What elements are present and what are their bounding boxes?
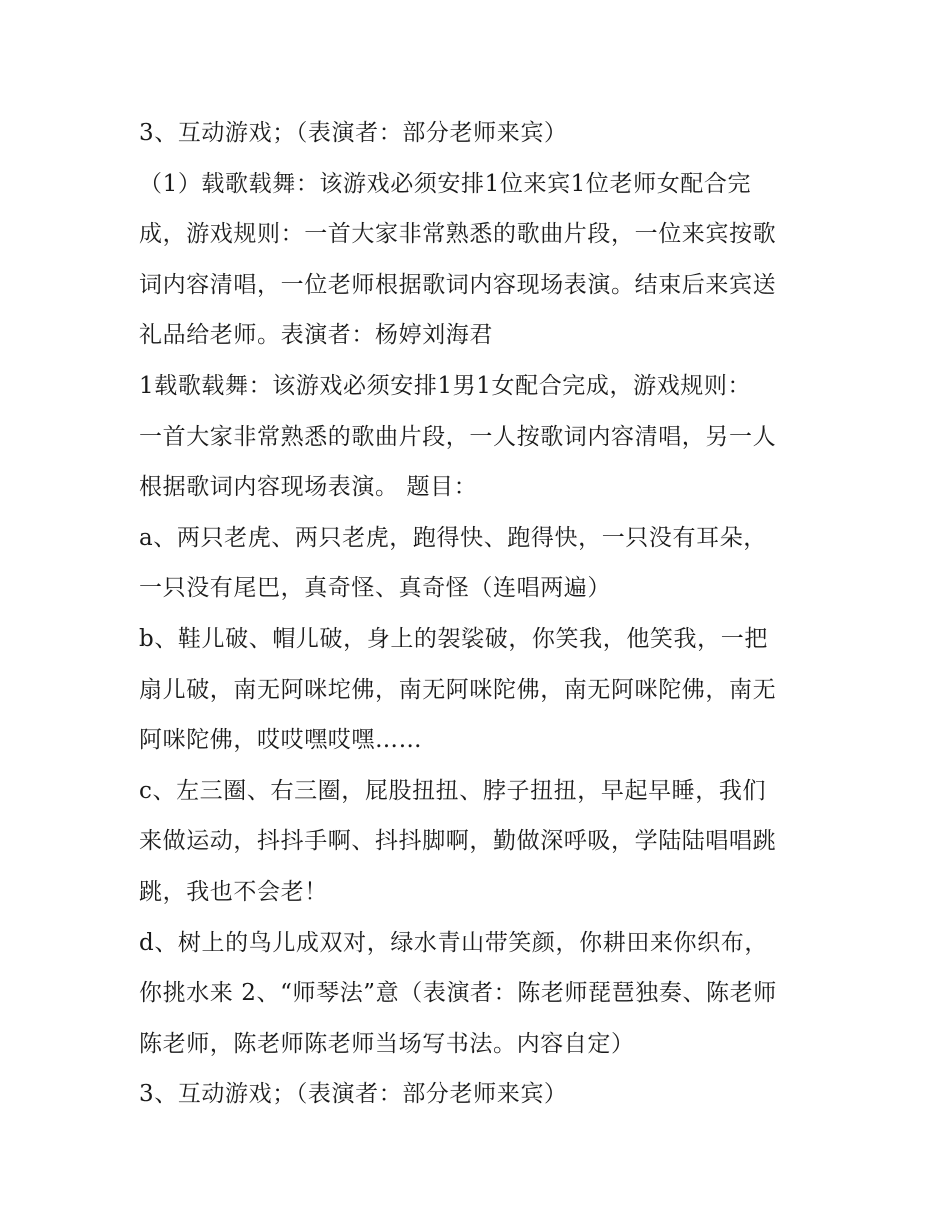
text-line: （1）载歌载舞：该游戏必须安排1位来宾1位老师女配合完 xyxy=(139,170,752,197)
text-line: 根据歌词内容现场表演。 题目： xyxy=(139,474,478,501)
text-line: 3、互动游戏；（表演者：部分老师来宾） xyxy=(139,1081,568,1108)
text-line: c、左三圈、右三圈，屁股扭扭、脖子扭扭，早起早睡，我们 xyxy=(139,777,767,804)
text-line: 礼品给老师。表演者：杨婷刘海君 xyxy=(139,322,493,349)
text-line: 陈老师，陈老师陈老师当场写书法。内容自定） xyxy=(139,1030,635,1057)
text-line: 阿咪陀佛，哎哎嘿哎嘿…… xyxy=(139,727,423,754)
text-line: 词内容清唱，一位老师根据歌词内容现场表演。结束后来宾送 xyxy=(139,271,777,298)
text-line: 扇儿破，南无阿咪坨佛，南无阿咪陀佛，南无阿咪陀佛，南无 xyxy=(139,676,777,703)
text-line: b、鞋儿破、帽儿破，身上的袈裟破，你笑我，他笑我，一把 xyxy=(139,625,768,652)
document-body xyxy=(139,108,819,1120)
text-line: 来做运动，抖抖手啊、抖抖脚啊，勤做深呼吸，学陆陆唱唱跳 xyxy=(139,828,777,855)
text-line: 你挑水来 2、“师琴法”意（表演者：陈老师琵琶独奏、陈老师 xyxy=(139,980,777,1007)
text-line: 3、互动游戏；（表演者：部分老师来宾） xyxy=(139,120,568,146)
text-line: a、两只老虎、两只老虎，跑得快、跑得快，一只没有耳朵， xyxy=(139,524,767,551)
text-line: d、树上的鸟儿成双对，绿水青山带笑颜，你耕田来你织布， xyxy=(139,929,768,956)
text-line: 跳，我也不会老！ xyxy=(139,878,328,905)
text-line: 一只没有尾巴，真奇怪、真奇怪（连唱两遍） xyxy=(139,575,611,602)
text-line: 一首大家非常熟悉的歌曲片段，一人按歌词内容清唱，另一人 xyxy=(139,423,777,450)
text-line: 1载歌载舞：该游戏必须安排1男1女配合完成，游戏规则： xyxy=(139,372,752,399)
text-line: 成，游戏规则：一首大家非常熟悉的歌曲片段，一位来宾按歌 xyxy=(139,221,777,248)
